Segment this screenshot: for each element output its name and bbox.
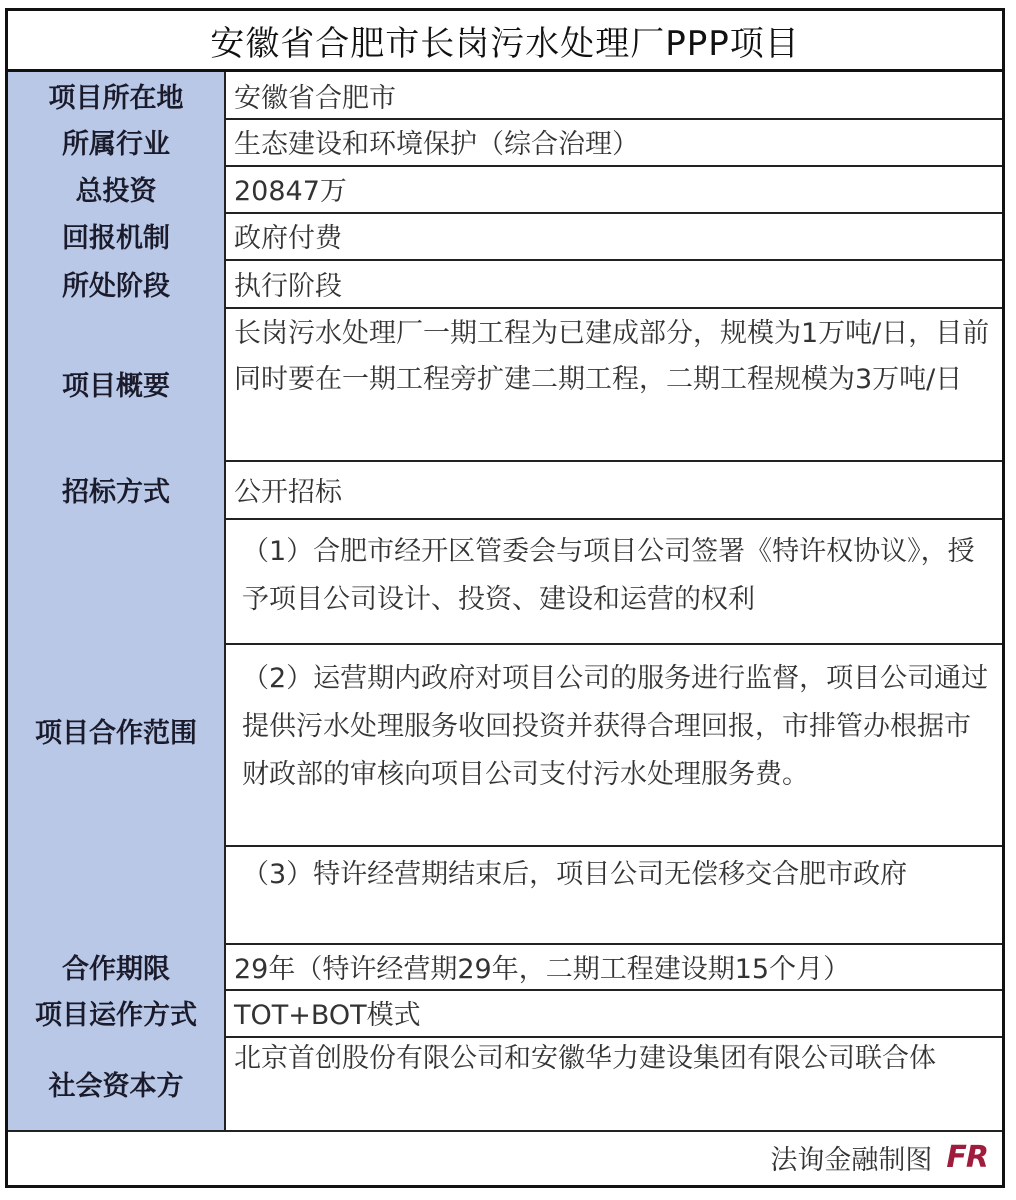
footer — [8, 1129, 1002, 1185]
list-item: （2）运营期内政府对项目公司的服务进行监督，项目公司通过提供污水处理服务收回投资并获得合理回报，市排管办根据市财政部的审核向项目公司支付污水处理服务费。 — [226, 645, 1002, 847]
row-value: 生态建设和环境保护（综合治理） — [234, 129, 639, 160]
row-value: 北京首创股份有限公司和安徽华力建设集团有限公司联合体 — [234, 1043, 936, 1074]
table-row — [8, 460, 1002, 520]
row-label: 合作期限 — [8, 943, 226, 989]
table-row — [8, 165, 1002, 214]
row-label: 总投资 — [8, 165, 226, 212]
row-label: 回报机制 — [8, 212, 226, 259]
table-row — [8, 943, 1002, 991]
row-value: 公开招标 — [234, 476, 342, 508]
list-item: （3）特许经营期结束后，项目公司无偿移交合肥市政府 — [242, 859, 908, 890]
row-value: 20847万 — [234, 176, 347, 207]
credit-text: 法询金融制图 — [770, 1144, 933, 1176]
row-label: 项目合作范围 — [8, 518, 226, 943]
table-title: 安徽省合肥市长岗污水处理厂PPP项目 — [8, 11, 1002, 72]
row-label: 招标方式 — [8, 460, 226, 518]
row-label: 所属行业 — [8, 118, 226, 165]
row-value-list — [226, 518, 1002, 943]
list-item: （1）合肥市经开区管委会与项目公司签署《特许权协议》，授予项目公司设计、投资、建设和运营的权利 — [226, 518, 1002, 645]
fr-logo-icon: FR — [946, 1139, 988, 1175]
row-label: 项目概要 — [8, 307, 226, 460]
table-row — [8, 1036, 1002, 1132]
row-value: TOT+BOT模式 — [234, 1000, 421, 1031]
project-info-table — [5, 8, 1005, 1188]
row-label: 所处阶段 — [8, 259, 226, 307]
table-row — [8, 212, 1002, 261]
table-row — [8, 259, 1002, 309]
table-row — [8, 307, 1002, 462]
table-row — [8, 989, 1002, 1038]
row-label: 社会资本方 — [8, 1036, 226, 1130]
row-value: 政府付费 — [234, 223, 342, 254]
table-row — [8, 118, 1002, 167]
row-value: 长岗污水处理厂一期工程为已建成部分，规模为1万吨/日，目前同时要在一期工程旁扩建二期工程，二期工程规模为3万吨/日 — [234, 318, 990, 395]
row-value: 安徽省合肥市 — [234, 82, 396, 114]
row-value: 执行阶段 — [234, 270, 342, 302]
row-label: 项目运作方式 — [8, 989, 226, 1036]
row-value: 29年（特许经营期29年，二期工程建设期15个月） — [234, 953, 851, 985]
row-label: 项目所在地 — [8, 72, 226, 118]
table-row — [8, 72, 1002, 120]
table-row — [8, 518, 1002, 945]
